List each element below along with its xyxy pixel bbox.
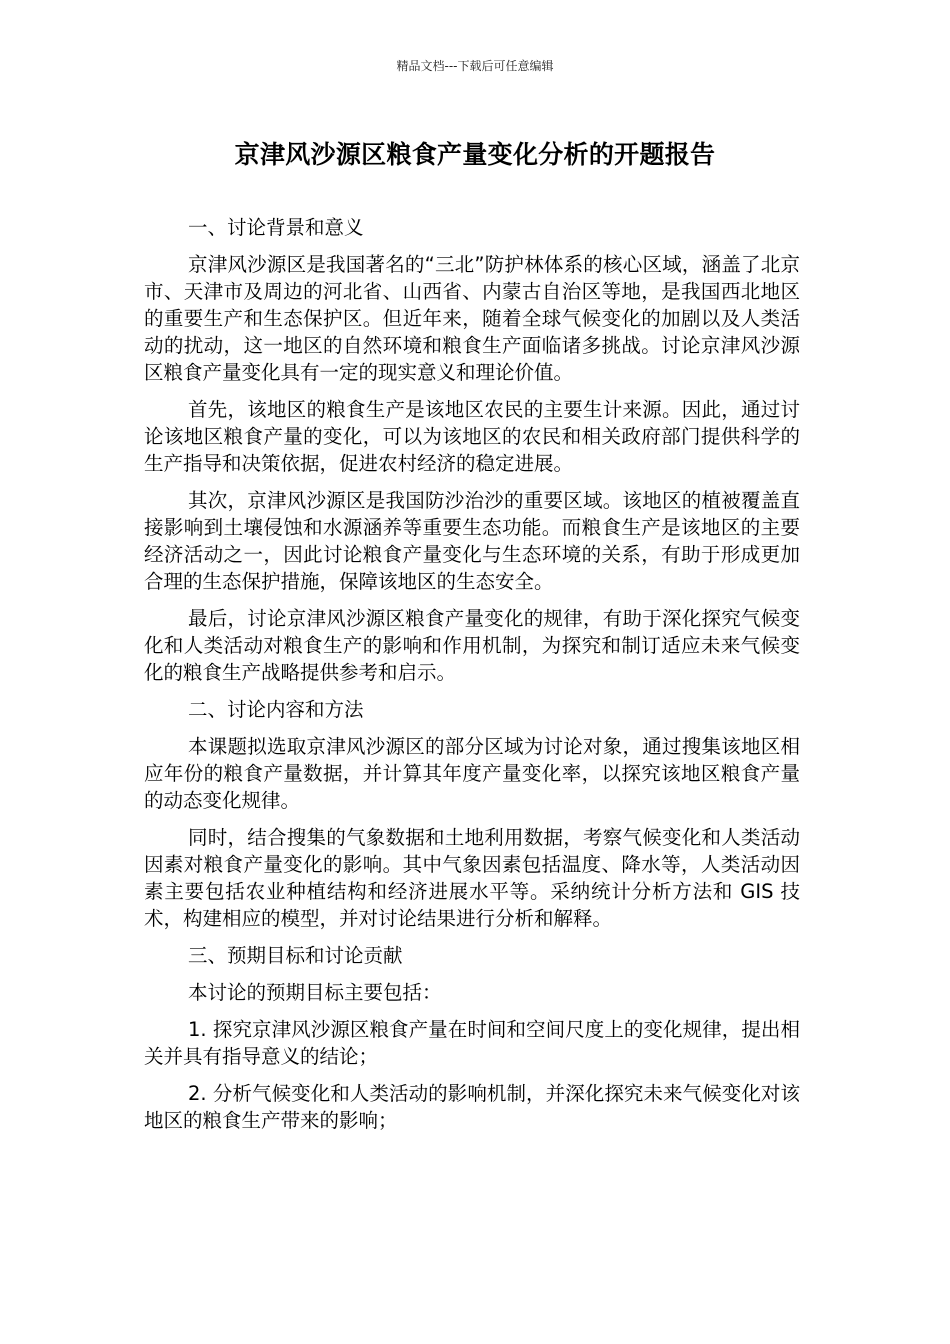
section-heading: 三、预期目标和讨论贡献 (188, 944, 403, 967)
header-note: 精品文档---下载后可任意编辑 (396, 59, 554, 73)
section-background (144, 214, 800, 686)
section-content-methods (144, 696, 800, 932)
goals-intro: 本讨论的预期目标主要包括： (188, 981, 442, 1004)
document-body (144, 214, 800, 1144)
paragraph: 首先，该地区的粮食生产是该地区农民的主要生计来源。因此，通过讨论该地区粮食产量的变化，可以为该地区的农民和相关政府部门提供科学的生产指导和决策依据，促进农村经济的稳定进展。 (144, 398, 800, 475)
paragraph: 其次，京津风沙源区是我国防沙治沙的重要区域。该地区的植被覆盖直接影响到土壤侵蚀和水源涵养等重要生态功能。而粮食生产是该地区的主要经济活动之一，因此讨论粮食产量变化与生态环境的关系，有助于形成更加合理的生态保护措施，保障该地区的生态安全。 (144, 489, 800, 593)
document-title: 京津风沙源区粮食产量变化分析的开题报告 (234, 140, 716, 169)
paragraph: 同时，结合搜集的气象数据和土地利用数据，考察气候变化和人类活动因素对粮食产量变化的影响。其中气象因素包括温度、降水等，人类活动因素主要包括农业种植结构和经济进展水平等。采纳统计分析方法和 GIS 技术，构建相应的模型，并对讨论结果进行分析和解释。 (144, 826, 800, 930)
paragraph: 京津风沙源区是我国著名的“三北”防护林体系的核心区域，涵盖了北京市、天津市及周边的河北省、山西省、内蒙古自治区等地，是我国西北地区的重要生产和生态保护区。但近年来，随着全球气候变化的加剧以及人类活动的扰动，这一地区的自然环境和粮食生产面临诸多挑战。讨论京津风沙源区粮食产量变化具有一定的现实意义和理论价值。 (144, 253, 800, 384)
section-heading: 二、讨论内容和方法 (188, 698, 364, 721)
list-item: 1. 探究京津风沙源区粮食产量在时间和空间尺度上的变化规律，提出相关并具有指导意义的结论； (144, 1018, 800, 1068)
section-goals (144, 942, 800, 1134)
section-heading: 一、讨论背景和意义 (188, 216, 364, 239)
paragraph: 本课题拟选取京津风沙源区的部分区域为讨论对象，通过搜集该地区相应年份的粮食产量数据，并计算其年度产量变化率，以探究该地区粮食产量的动态变化规律。 (144, 735, 800, 812)
paragraph: 最后，讨论京津风沙源区粮食产量变化的规律，有助于深化探究气候变化和人类活动对粮食生产的影响和作用机制，为探究和制订适应未来气候变化的粮食生产战略提供参考和启示。 (144, 607, 800, 684)
list-item: 2. 分析气候变化和人类活动的影响机制，并深化探究未来气候变化对该地区的粮食生产带来的影响； (144, 1082, 800, 1132)
